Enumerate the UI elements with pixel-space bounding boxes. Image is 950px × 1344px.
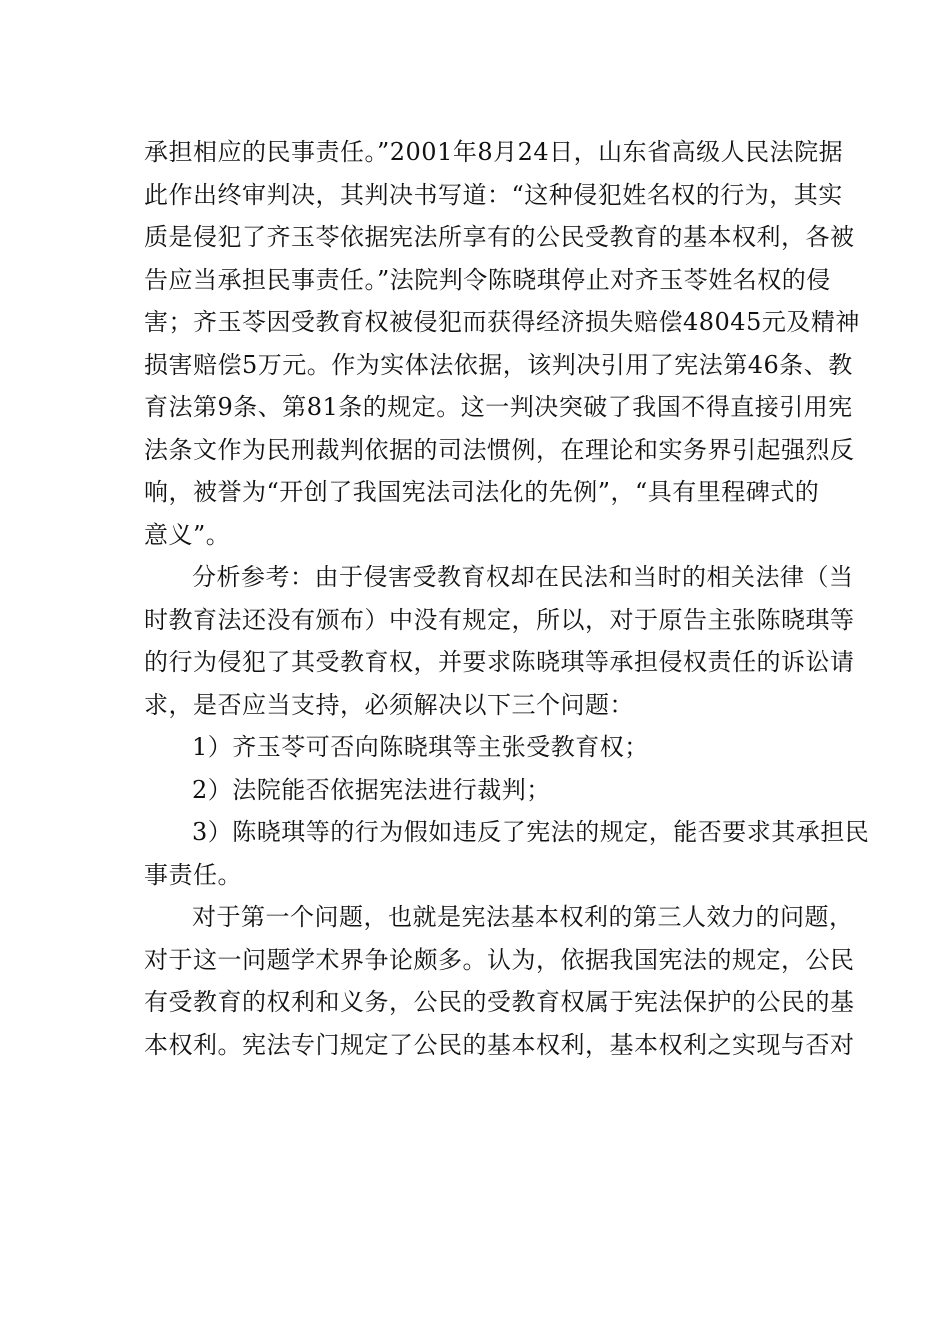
text-line: 此作出终审判决，其判决书写道：“这种侵犯姓名权的行为，其实 [144,180,843,209]
text-line: 意义”。 [144,520,231,549]
text-line: 承担相应的民事责任。”2001年8月24日，山东省高级人民法院据 [144,138,844,166]
text-line: 本权利。宪法专门规定了公民的基本权利，基本权利之实现与否对 [144,1030,855,1059]
text-line: 的行为侵犯了其受教育权，并要求陈晓琪等承担侵权责任的诉讼请 [144,648,855,676]
text-line: 3）陈晓琪等的行为假如违反了宪法的规定，能否要求其承担民 [192,818,870,846]
text-line: 1）齐玉苓可否向陈晓琪等主张受教育权； [192,733,649,761]
text-line: 分析参考：由于侵害受教育权却在民法和当时的相关法律（当 [192,563,854,591]
text-line: 2）法院能否依据宪法进行裁判； [192,775,551,804]
text-line: 损害赔偿5万元。作为实体法依据，该判决引用了宪法第46条、教 [144,350,853,379]
text-line: 告应当承担民事责任。”法院判令陈晓琪停止对齐玉苓姓名权的侵 [144,265,831,294]
text-line: 害；齐玉苓因受教育权被侵犯而获得经济损失赔偿48045元及精神 [144,308,860,336]
text-line: 法条文作为民刑裁判依据的司法惯例，在理论和实务界引起强烈反 [144,435,855,464]
document-body-text [144,131,870,1066]
text-line: 质是侵犯了齐玉苓依据宪法所享有的公民受教育的基本权利，各被 [144,223,855,251]
text-line: 对于第一个问题，也就是宪法基本权利的第三人效力的问题， [192,903,854,931]
text-line: 响，被誉为“开创了我国宪法司法化的先例”，“具有里程碑式的 [144,478,820,506]
text-line: 时教育法还没有颁布）中没有规定，所以，对于原告主张陈晓琪等 [144,605,855,634]
text-line: 有受教育的权利和义务，公民的受教育权属于宪法保护的公民的基 [144,988,855,1016]
text-line: 对于这一问题学术界争论颇多。认为，依据我国宪法的规定，公民 [144,945,855,974]
text-line: 事责任。 [144,860,242,889]
text-line: 求，是否应当支持，必须解决以下三个问题： [144,690,634,719]
text-line: 育法第9条、第81条的规定。这一判决突破了我国不得直接引用宪 [144,393,853,421]
